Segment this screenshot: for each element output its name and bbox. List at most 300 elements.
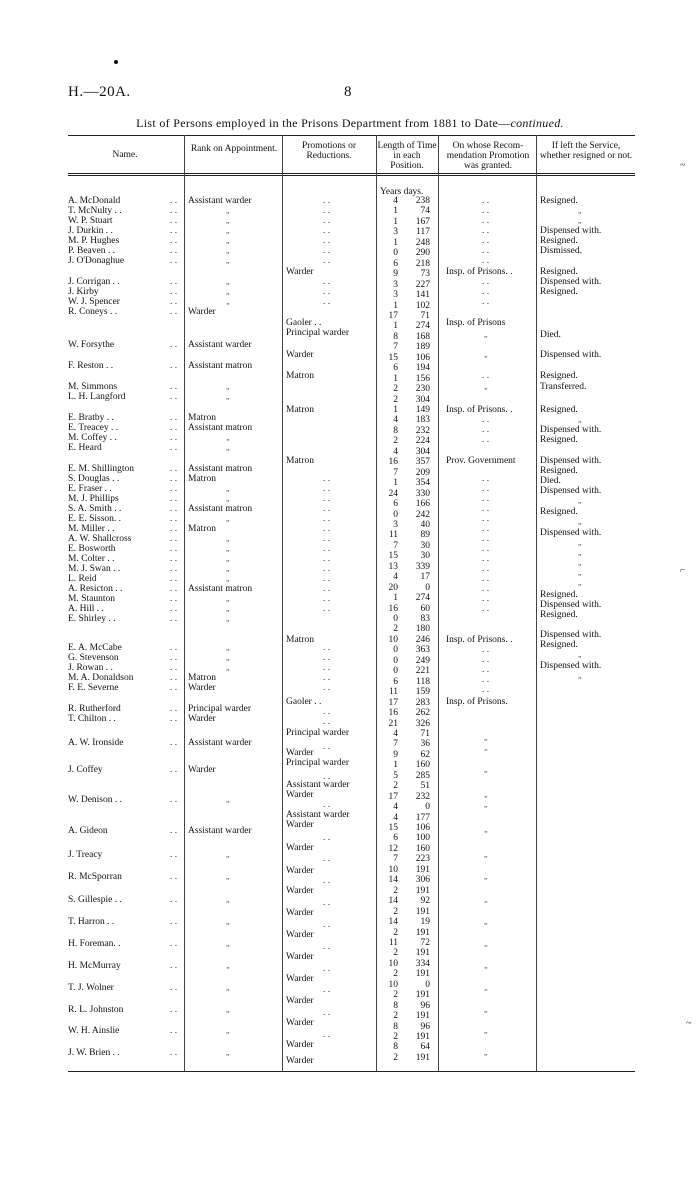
- row-leader: . .: [170, 474, 178, 484]
- days-value: 262: [415, 708, 430, 719]
- years-value: 17: [388, 791, 398, 802]
- days-value: 191: [415, 906, 430, 917]
- row-leader: . .: [482, 246, 490, 256]
- row-leader: . .: [170, 524, 178, 534]
- years-value: 17: [388, 310, 398, 321]
- row-leader: . .: [323, 206, 331, 216]
- ditto-mark: „: [578, 415, 582, 424]
- years-value: 7: [393, 467, 398, 478]
- ditto-mark: „: [484, 850, 488, 859]
- ditto-mark: „: [484, 1005, 488, 1014]
- left-service-value: Resigned.: [540, 590, 578, 600]
- row-leader: . .: [323, 942, 331, 952]
- person-name: A. Hill . .: [68, 604, 104, 614]
- row-leader: . .: [170, 983, 178, 993]
- promotion-value: Warder: [286, 267, 314, 277]
- days-value: 0: [425, 979, 430, 990]
- row-leader: . .: [170, 1005, 178, 1015]
- years-value: 2: [393, 1032, 398, 1042]
- rank-value: Assistant warder: [188, 738, 252, 748]
- person-name: M. J. Phillips: [68, 494, 119, 504]
- ditto-mark: „: [578, 206, 582, 215]
- row-leader: . .: [170, 433, 178, 443]
- row-leader: . .: [170, 297, 178, 307]
- ditto-mark: „: [484, 1048, 488, 1057]
- promotion-value: Warder: [286, 996, 314, 1006]
- ditto-mark: „: [578, 650, 582, 659]
- row-leader: . .: [170, 514, 178, 524]
- table-bottom-rule: [68, 1071, 635, 1072]
- row-leader: . .: [482, 415, 490, 425]
- row-leader: . .: [482, 544, 490, 554]
- person-name: J. Rowan . .: [68, 663, 113, 673]
- years-value: 3: [393, 519, 398, 530]
- years-value: 2: [393, 384, 398, 395]
- years-value: 6: [393, 258, 398, 269]
- person-name: M. P. Hughes: [68, 236, 120, 246]
- years-value: 4: [393, 446, 398, 457]
- row-leader: . .: [482, 435, 490, 445]
- days-value: 274: [415, 593, 430, 604]
- years-value: 24: [388, 488, 398, 499]
- ditto-mark: „: [226, 433, 230, 442]
- row-leader: . .: [323, 574, 331, 584]
- left-service-value: Dispensed with.: [540, 226, 602, 236]
- row-leader: . .: [170, 246, 178, 256]
- rank-value: Assistant matron: [188, 423, 253, 433]
- years-value: 7: [393, 739, 398, 750]
- days-value: 89: [420, 530, 430, 541]
- years-value: 2: [393, 948, 398, 959]
- row-leader: . .: [482, 371, 490, 381]
- ditto-mark: „: [226, 206, 230, 215]
- row-leader: . .: [482, 514, 490, 524]
- left-service-value: Dispensed with.: [540, 350, 602, 360]
- row-leader: . .: [323, 297, 331, 307]
- row-leader: . .: [323, 707, 331, 717]
- days-value: 242: [415, 509, 430, 520]
- row-leader: . .: [482, 256, 490, 266]
- ditto-mark: „: [484, 382, 488, 391]
- person-name: W. H. Ainslie: [68, 1026, 120, 1036]
- row-leader: . .: [170, 392, 178, 402]
- years-value: 14: [388, 896, 398, 907]
- promotion-value: Warder: [286, 790, 314, 800]
- ditto-mark: „: [484, 765, 488, 774]
- years-value: 3: [393, 279, 398, 290]
- rank-value: Warder: [188, 683, 216, 693]
- row-leader: . .: [323, 772, 331, 782]
- promotion-value: Gaoler . .: [286, 318, 322, 328]
- margin-mark: ~: [686, 1018, 692, 1029]
- years-value: 2: [393, 436, 398, 447]
- ditto-mark: „: [484, 939, 488, 948]
- ditto-mark: „: [226, 514, 230, 523]
- person-name: A. Resicton . .: [68, 584, 123, 594]
- ditto-mark: „: [226, 297, 230, 306]
- days-value: 191: [415, 969, 430, 980]
- recommendation-value: Insp. of Prisons. .: [446, 635, 513, 645]
- person-name: E. Bratby . .: [68, 413, 114, 423]
- person-name: M. Miller . .: [68, 524, 115, 534]
- person-name: E. Heard: [68, 443, 102, 453]
- row-leader: . .: [170, 206, 178, 216]
- days-value: 191: [415, 1011, 430, 1022]
- person-name: A. Gideon: [68, 826, 108, 836]
- row-leader: . .: [323, 246, 331, 256]
- ditto-mark: „: [226, 872, 230, 881]
- row-leader: . .: [170, 895, 178, 905]
- ditto-mark: „: [578, 578, 582, 587]
- days-value: 223: [415, 854, 430, 865]
- years-value: 1: [393, 300, 398, 311]
- row-leader: . .: [482, 287, 490, 297]
- left-service-value: Dispensed with.: [540, 277, 602, 287]
- promotion-value: Warder: [286, 820, 314, 830]
- row-leader: . .: [170, 256, 178, 266]
- years-value: 1: [393, 237, 398, 248]
- row-leader: . .: [482, 665, 490, 675]
- row-leader: . .: [170, 413, 178, 423]
- years-value: 1: [393, 216, 398, 227]
- days-value: 0: [425, 802, 430, 813]
- ditto-mark: „: [484, 917, 488, 926]
- person-name: R. McSporran: [68, 872, 122, 882]
- row-leader: . .: [482, 534, 490, 544]
- years-value: 10: [388, 958, 398, 969]
- years-value: 15: [388, 823, 398, 833]
- row-leader: . .: [482, 226, 490, 236]
- recommendation-value: Insp. of Prisons: [446, 318, 506, 328]
- days-value: 209: [415, 467, 430, 478]
- col-header-left-service: If left the Service, whether resigned or not.: [539, 141, 633, 161]
- years-value: 4: [393, 196, 398, 206]
- person-name: E. Fraser . .: [68, 484, 112, 494]
- years-value: 2: [393, 906, 398, 917]
- left-service-value: Resigned.: [540, 640, 578, 650]
- ditto-mark: „: [484, 733, 488, 742]
- col-divider: [282, 135, 283, 1071]
- row-leader: . .: [323, 484, 331, 494]
- days-value: 177: [415, 812, 430, 823]
- row-leader: . .: [323, 534, 331, 544]
- years-value: 2: [393, 990, 398, 1001]
- years-value: 2: [393, 394, 398, 405]
- years-value: 10: [388, 979, 398, 990]
- row-leader: . .: [170, 226, 178, 236]
- row-leader: . .: [323, 876, 331, 886]
- years-value: 9: [393, 269, 398, 280]
- rank-value: Warder: [188, 714, 216, 724]
- person-name: J. O'Donaghue: [68, 256, 125, 266]
- row-leader: . .: [170, 423, 178, 433]
- person-name: R. L. Johnston: [68, 1005, 124, 1015]
- promotion-value: Warder: [286, 908, 314, 918]
- years-value: 1: [393, 321, 398, 332]
- row-leader: . .: [170, 494, 178, 504]
- row-leader: . .: [323, 643, 331, 653]
- years-value: 12: [388, 843, 398, 854]
- row-leader: . .: [323, 717, 331, 727]
- days-value: 102: [415, 300, 430, 311]
- days-value: 283: [415, 697, 430, 708]
- days-value: 64: [420, 1042, 430, 1053]
- title-continued: continued.: [510, 116, 564, 130]
- years-value: 1: [393, 373, 398, 384]
- left-service-value: Died.: [540, 330, 561, 340]
- row-leader: . .: [170, 1048, 178, 1058]
- rank-value: Assistant warder: [188, 196, 252, 206]
- years-value: 15: [388, 551, 398, 562]
- page-title: [0, 116, 700, 131]
- recommendation-value: Insp. of Prisons. .: [446, 405, 513, 415]
- row-leader: . .: [482, 524, 490, 534]
- rank-value: Assistant matron: [188, 584, 253, 594]
- person-name: M. Simmons: [68, 382, 118, 392]
- days-value: 117: [416, 227, 430, 238]
- row-leader: . .: [323, 236, 331, 246]
- days-value: 0: [425, 582, 430, 593]
- row-leader: . .: [170, 704, 178, 714]
- person-name: E. Shirley . .: [68, 614, 116, 624]
- ink-speck: [114, 60, 118, 64]
- promotion-value: Warder: [286, 748, 314, 758]
- promotion-value: Warder: [286, 952, 314, 962]
- person-name: J. Kirby: [68, 287, 99, 297]
- person-name: M. Staunton: [68, 594, 115, 604]
- left-service-value: Dispensed with.: [540, 456, 602, 466]
- row-leader: . .: [323, 604, 331, 614]
- row-leader: . .: [482, 675, 490, 685]
- days-value: 330: [415, 488, 430, 499]
- left-service-value: Dispensed with.: [540, 600, 602, 610]
- row-leader: . .: [170, 594, 178, 604]
- years-value: 0: [393, 666, 398, 677]
- row-leader: . .: [170, 216, 178, 226]
- ditto-mark: „: [226, 917, 230, 926]
- person-name: M. A. Donaldson: [68, 673, 134, 683]
- years-value: 1: [393, 478, 398, 489]
- years-value: 4: [393, 728, 398, 739]
- years-value: 13: [388, 561, 398, 572]
- ditto-mark: „: [484, 1026, 488, 1035]
- days-value: 248: [415, 237, 430, 248]
- row-leader: . .: [323, 277, 331, 287]
- years-value: 0: [393, 614, 398, 624]
- years-value: 4: [393, 802, 398, 813]
- promotion-value: Warder: [286, 350, 314, 360]
- days-value: 354: [415, 478, 430, 489]
- col-header-length: Length of Time in each Position.: [377, 141, 437, 171]
- ditto-mark: „: [226, 983, 230, 992]
- years-value: 5: [393, 770, 398, 781]
- days-value: 51: [420, 781, 430, 792]
- row-leader: . .: [170, 643, 178, 653]
- ditto-mark: „: [578, 671, 582, 680]
- days-value: 141: [415, 290, 430, 301]
- row-leader: . .: [323, 920, 331, 930]
- days-value: 363: [415, 645, 430, 656]
- ditto-mark: „: [226, 277, 230, 286]
- row-leader: . .: [170, 277, 178, 287]
- person-name: E. Treacey . .: [68, 423, 119, 433]
- years-value: 8: [393, 1000, 398, 1011]
- row-leader: . .: [482, 574, 490, 584]
- row-leader: . .: [482, 594, 490, 604]
- left-service-value: Transferred.: [540, 382, 587, 392]
- row-leader: . .: [323, 833, 331, 843]
- row-leader: . .: [482, 604, 490, 614]
- row-leader: . .: [170, 826, 178, 836]
- rank-value: Assistant matron: [188, 464, 253, 474]
- ditto-mark: „: [226, 1005, 230, 1014]
- ditto-mark: „: [484, 983, 488, 992]
- years-value: 14: [388, 875, 398, 886]
- days-value: 17: [420, 572, 430, 583]
- days-value: 191: [415, 927, 430, 938]
- row-leader: . .: [170, 504, 178, 514]
- rank-value: Matron: [188, 474, 216, 484]
- row-leader: . .: [323, 663, 331, 673]
- row-leader: . .: [323, 742, 331, 752]
- person-name: E. A. McCabe: [68, 643, 122, 653]
- days-value: 160: [415, 760, 430, 771]
- person-name: E. Bosworth: [68, 544, 116, 554]
- ditto-mark: „: [226, 534, 230, 543]
- person-name: M. Coffey . .: [68, 433, 117, 443]
- person-name: M. Colter . .: [68, 554, 115, 564]
- row-leader: . .: [323, 256, 331, 266]
- left-service-value: Dispensed with.: [540, 425, 602, 435]
- rank-value: Warder: [188, 307, 216, 317]
- person-name: S. A. Smith . .: [68, 504, 122, 514]
- promotion-value: Matron: [286, 371, 314, 381]
- days-value: 191: [415, 864, 430, 875]
- days-value: 71: [420, 310, 430, 321]
- left-service-value: Resigned.: [540, 267, 578, 277]
- ditto-mark: „: [226, 246, 230, 255]
- person-name: H. McMurray: [68, 961, 121, 971]
- days-value: 191: [415, 885, 430, 896]
- col-divider: [184, 135, 185, 1071]
- days-value: 304: [415, 394, 430, 405]
- row-leader: . .: [323, 494, 331, 504]
- years-value: 17: [388, 697, 398, 708]
- row-leader: . .: [170, 584, 178, 594]
- days-value: 160: [415, 843, 430, 854]
- row-leader: . .: [323, 594, 331, 604]
- person-name: P. Beaven . .: [68, 246, 115, 256]
- person-name: T. Harron . .: [68, 917, 115, 927]
- years-value: 7: [393, 540, 398, 551]
- promotion-value: Matron: [286, 405, 314, 415]
- days-value: 191: [415, 1052, 430, 1063]
- person-name: F. E. Severne: [68, 683, 119, 693]
- days-value: 166: [415, 499, 430, 510]
- row-leader: . .: [170, 653, 178, 663]
- row-leader: . .: [482, 425, 490, 435]
- ditto-mark: „: [226, 236, 230, 245]
- years-value: 0: [393, 645, 398, 656]
- days-value: 285: [415, 770, 430, 781]
- years-value: 2: [393, 624, 398, 635]
- left-service-value: Dismissed.: [540, 246, 582, 256]
- row-leader: . .: [170, 544, 178, 554]
- person-name: F. Reston . .: [68, 361, 114, 371]
- ditto-mark: „: [484, 961, 488, 970]
- row-leader: . .: [170, 361, 178, 371]
- header-bottom-rule: [68, 173, 635, 176]
- person-name: L. H. Langford: [68, 392, 126, 402]
- person-name: T. J. Wolner: [68, 983, 114, 993]
- promotion-value: Warder: [286, 866, 314, 876]
- days-value: 249: [415, 655, 430, 666]
- row-leader: . .: [170, 382, 178, 392]
- row-leader: . .: [482, 494, 490, 504]
- ditto-mark: „: [226, 544, 230, 553]
- days-value: 224: [415, 436, 430, 447]
- left-service-value: Resigned.: [540, 507, 578, 517]
- ditto-mark: „: [484, 790, 488, 799]
- person-name: W. J. Spencer: [68, 297, 120, 307]
- years-value: 1: [393, 593, 398, 604]
- ditto-mark: „: [226, 663, 230, 672]
- ditto-mark: „: [578, 216, 582, 225]
- years-value: 2: [393, 1052, 398, 1063]
- ditto-mark: „: [226, 653, 230, 662]
- days-value: 191: [415, 990, 430, 1001]
- years-days-label: Years days.: [380, 187, 424, 197]
- person-name: J. Treacy: [68, 850, 103, 860]
- ditto-mark: „: [226, 216, 230, 225]
- years-value: 1: [393, 760, 398, 771]
- rank-value: Assistant matron: [188, 504, 253, 514]
- ditto-mark: „: [226, 939, 230, 948]
- days-value: 230: [415, 384, 430, 395]
- left-service-value: Resigned.: [540, 196, 578, 206]
- row-leader: . .: [482, 504, 490, 514]
- days-value: 92: [420, 896, 430, 907]
- row-leader: . .: [323, 287, 331, 297]
- row-leader: . .: [482, 564, 490, 574]
- years-value: 7: [393, 854, 398, 865]
- row-leader: . .: [170, 307, 178, 317]
- row-leader: . .: [323, 964, 331, 974]
- row-leader: . .: [170, 554, 178, 564]
- days-value: 62: [420, 749, 430, 760]
- row-leader: . .: [323, 800, 331, 810]
- row-leader: . .: [170, 196, 178, 206]
- days-value: 221: [415, 666, 430, 677]
- years-value: 2: [393, 885, 398, 896]
- ditto-mark: „: [578, 548, 582, 557]
- row-leader: . .: [170, 872, 178, 882]
- ditto-mark: „: [226, 850, 230, 859]
- row-leader: . .: [170, 574, 178, 584]
- row-leader: . .: [482, 655, 490, 665]
- years-value: 10: [388, 634, 398, 645]
- years-value: 6: [393, 676, 398, 687]
- row-leader: . .: [170, 683, 178, 693]
- row-leader: . .: [170, 714, 178, 724]
- row-leader: . .: [170, 663, 178, 673]
- days-value: 183: [415, 415, 430, 426]
- col-divider: [438, 135, 439, 1071]
- person-name: E. M. Shillington: [68, 464, 134, 474]
- row-leader: . .: [323, 1030, 331, 1040]
- years-value: 8: [393, 1021, 398, 1032]
- row-leader: . .: [323, 544, 331, 554]
